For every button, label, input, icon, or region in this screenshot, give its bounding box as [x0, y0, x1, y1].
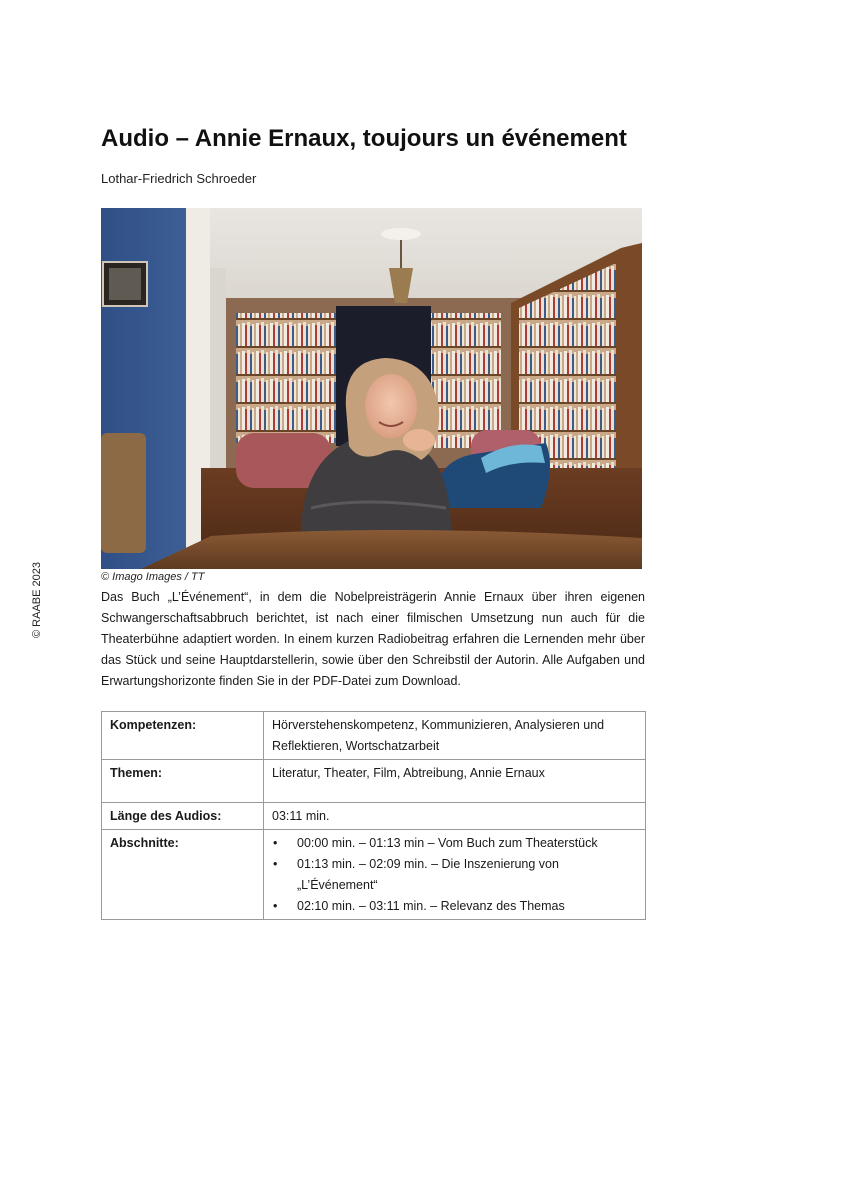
table-row-laenge — [102, 803, 646, 830]
table-label: Kompetenzen: — [102, 712, 264, 760]
table-label: Themen: — [102, 760, 264, 803]
list-item: • 02:10 min. – 03:11 min. – Relevanz des Themas — [272, 896, 637, 917]
intro-paragraph: Das Buch „L’Événement“, in dem die Nobelpreisträgerin Annie Ernaux über ihren eigenen Schwangerschaftsabbruch berichtet, ist nach einer filmischen Umsetzung nun auch für die Theaterbühne adaptiert worden. In einem kurzen Radiobeitrag erfahren die Lernenden mehr über das Stück und seine Hauptdarstellerin, sowie über den Schreibstil der Autorin. Alle Aufgaben und Erwartungshorizonte finden Sie in der PDF-Datei zum Download. — [101, 590, 645, 688]
table-label: Länge des Audios: — [102, 803, 264, 830]
list-item: • 00:00 min. – 01:13 min – Vom Buch zum Theaterstück — [272, 833, 637, 854]
table-value: Literatur, Theater, Film, Abtreibung, Annie Ernaux — [264, 760, 646, 803]
table-value: 03:11 min. — [264, 803, 646, 830]
author-name: Lothar-Friedrich Schroeder — [101, 171, 257, 186]
section-list — [272, 833, 637, 917]
info-table — [101, 711, 646, 920]
page-title: Audio – Annie Ernaux, toujours un événement — [101, 125, 627, 152]
photo-credit: © Imago Images / TT — [101, 571, 205, 583]
table-row-abschnitte — [102, 830, 646, 920]
table-value — [264, 830, 646, 920]
side-copyright: © RAABE 2023 — [31, 562, 43, 638]
table-row-kompetenzen — [102, 712, 646, 760]
author-photo — [101, 208, 642, 569]
list-item: • 01:13 min. – 02:09 min. – Die Inszenierung von „L’Événement“ — [272, 854, 637, 896]
table-label: Abschnitte: — [102, 830, 264, 920]
table-value: Hörverstehenskompetenz, Kommunizieren, Analysieren und Reflektieren, Wortschatzarbeit — [264, 712, 646, 760]
table-row-themen — [102, 760, 646, 803]
